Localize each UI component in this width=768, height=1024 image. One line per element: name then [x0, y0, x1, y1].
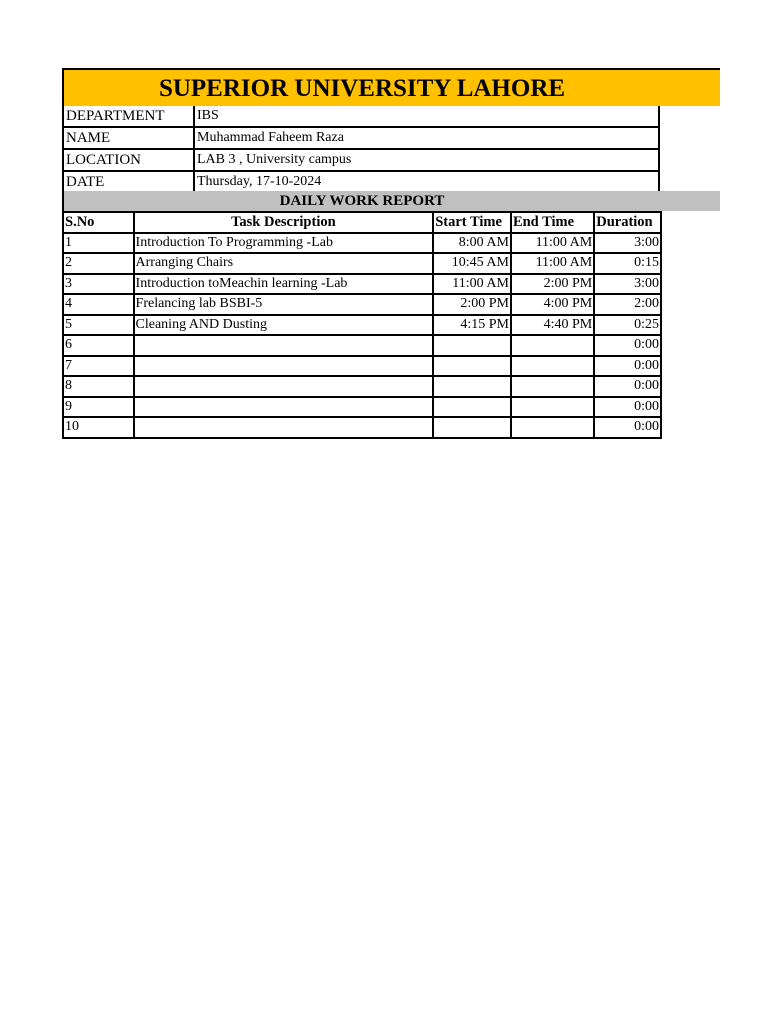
cell-duration: 3:00: [594, 274, 661, 295]
cell-duration: 0:15: [594, 253, 661, 274]
info-row: [63, 106, 659, 127]
cell-start-time: [433, 376, 511, 397]
info-value: IBS: [194, 106, 659, 127]
col-header-start: Start Time: [433, 212, 511, 233]
cell-duration: 0:00: [594, 397, 661, 418]
cell-end-time: 11:00 AM: [511, 233, 594, 254]
info-label: DEPARTMENT: [63, 106, 194, 127]
cell-sno: 1: [63, 233, 134, 254]
cell-duration: 3:00: [594, 233, 661, 254]
cell-sno: 7: [63, 356, 134, 377]
cell-sno: 2: [63, 253, 134, 274]
table-row: [63, 376, 661, 397]
cell-sno: 4: [63, 294, 134, 315]
col-header-duration: Duration: [594, 212, 661, 233]
cell-end-time: 4:40 PM: [511, 315, 594, 336]
cell-start-time: 10:45 AM: [433, 253, 511, 274]
info-row: [63, 171, 659, 193]
title-bar: [62, 68, 720, 106]
cell-task: Introduction toMeachin learning -Lab: [134, 274, 434, 295]
cell-start-time: 4:15 PM: [433, 315, 511, 336]
table-row: [63, 417, 661, 438]
cell-sno: 9: [63, 397, 134, 418]
cell-start-time: [433, 397, 511, 418]
cell-sno: 3: [63, 274, 134, 295]
cell-start-time: 8:00 AM: [433, 233, 511, 254]
cell-task: [134, 356, 434, 377]
cell-task: Cleaning AND Dusting: [134, 315, 434, 336]
col-header-sno: S.No: [63, 212, 134, 233]
cell-duration: 0:00: [594, 376, 661, 397]
cell-end-time: 2:00 PM: [511, 274, 594, 295]
info-value: Muhammad Faheem Raza: [194, 127, 659, 149]
cell-task: [134, 376, 434, 397]
report-title-bar: [62, 191, 720, 211]
table-row: [63, 274, 661, 295]
cell-end-time: [511, 335, 594, 356]
cell-task: [134, 417, 434, 438]
cell-duration: 0:00: [594, 335, 661, 356]
info-row: [63, 149, 659, 171]
cell-end-time: [511, 356, 594, 377]
cell-duration: 2:00: [594, 294, 661, 315]
task-table-header: [63, 212, 661, 233]
cell-start-time: 2:00 PM: [433, 294, 511, 315]
table-row: [63, 294, 661, 315]
table-row: [63, 253, 661, 274]
info-value: LAB 3 , University campus: [194, 149, 659, 171]
task-table: [62, 211, 662, 439]
cell-end-time: 4:00 PM: [511, 294, 594, 315]
info-value: Thursday, 17-10-2024: [194, 171, 659, 193]
col-header-end: End Time: [511, 212, 594, 233]
table-row: [63, 397, 661, 418]
cell-task: Frelancing lab BSBI-5: [134, 294, 434, 315]
cell-task: [134, 397, 434, 418]
table-row: [63, 233, 661, 254]
cell-sno: 6: [63, 335, 134, 356]
cell-end-time: [511, 397, 594, 418]
cell-duration: 0:00: [594, 356, 661, 377]
cell-end-time: [511, 417, 594, 438]
university-title: SUPERIOR UNIVERSITY LAHORE: [158, 75, 566, 102]
table-row: [63, 356, 661, 377]
cell-sno: 8: [63, 376, 134, 397]
cell-start-time: [433, 335, 511, 356]
report-title: DAILY WORK REPORT: [279, 193, 445, 209]
cell-start-time: 11:00 AM: [433, 274, 511, 295]
info-label: LOCATION: [63, 149, 194, 171]
cell-duration: 0:00: [594, 417, 661, 438]
cell-task: Arranging Chairs: [134, 253, 434, 274]
info-row: [63, 127, 659, 149]
cell-sno: 5: [63, 315, 134, 336]
cell-start-time: [433, 417, 511, 438]
info-label: NAME: [63, 127, 194, 149]
info-label: DATE: [63, 171, 194, 193]
info-table: [62, 106, 660, 194]
table-row: [63, 335, 661, 356]
table-row: [63, 315, 661, 336]
cell-start-time: [433, 356, 511, 377]
cell-task: Introduction To Programming -Lab: [134, 233, 434, 254]
cell-sno: 10: [63, 417, 134, 438]
cell-duration: 0:25: [594, 315, 661, 336]
col-header-task: Task Description: [134, 212, 434, 233]
cell-task: [134, 335, 434, 356]
cell-end-time: 11:00 AM: [511, 253, 594, 274]
cell-end-time: [511, 376, 594, 397]
